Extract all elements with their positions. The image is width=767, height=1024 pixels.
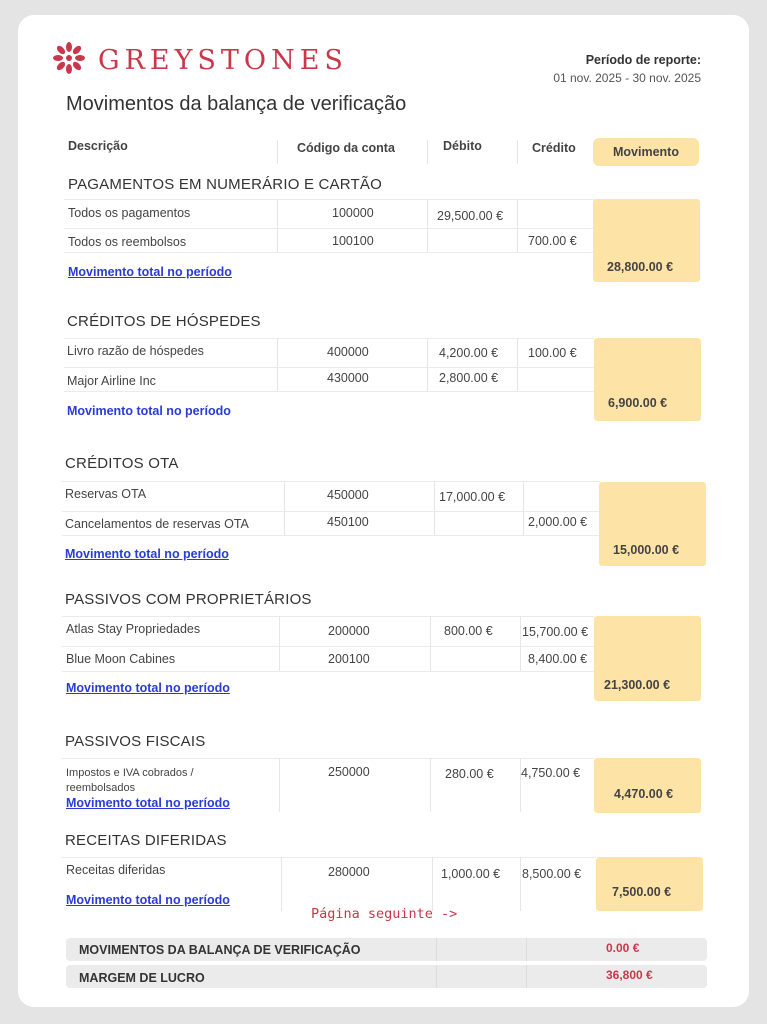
row-code: 400000 xyxy=(327,345,369,359)
row-code: 430000 xyxy=(327,371,369,385)
row-code: 450100 xyxy=(327,515,369,529)
brand-name: GREYSTONES xyxy=(98,45,348,76)
section-title: PASSIVOS COM PROPRIETÁRIOS xyxy=(65,591,312,608)
summary-label: MARGEM DE LUCRO xyxy=(79,971,205,985)
movement-total: 21,300.00 € xyxy=(604,678,671,692)
row-credit: 700.00 € xyxy=(528,234,577,248)
row-description: Todos os reembolsos xyxy=(68,235,187,249)
row-debit: 800.00 € xyxy=(444,624,493,638)
row-code: 100100 xyxy=(332,234,374,248)
row-code: 100000 xyxy=(332,206,374,220)
column-header-description: Descrição xyxy=(68,139,128,153)
row-credit: 8,400.00 € xyxy=(528,652,588,666)
row-debit: 29,500.00 € xyxy=(437,209,504,223)
movement-total: 7,500.00 € xyxy=(612,885,672,899)
row-credit: 2,000.00 € xyxy=(528,515,588,529)
flower-logo-icon xyxy=(52,41,86,75)
column-header-debit: Débito xyxy=(443,139,482,153)
section-title: PAGAMENTOS EM NUMERÁRIO E CARTÃO xyxy=(68,176,382,193)
movement-total: 15,000.00 € xyxy=(613,543,680,557)
summary-value: 0.00 € xyxy=(606,941,640,955)
row-description: Receitas diferidas xyxy=(66,863,166,877)
total-movement-link[interactable]: Movimento total no período xyxy=(68,265,232,279)
movement-box xyxy=(596,857,703,911)
row-debit: 4,200.00 € xyxy=(439,346,499,360)
period-value: 01 nov. 2025 - 30 nov. 2025 xyxy=(553,71,701,85)
movement-box xyxy=(594,758,701,813)
section-title: CRÉDITOS OTA xyxy=(65,455,179,472)
row-credit: 8,500.00 € xyxy=(522,867,582,881)
movement-total: 4,470.00 € xyxy=(614,787,674,801)
row-code: 200000 xyxy=(328,624,370,638)
row-credit: 4,750.00 € xyxy=(521,766,581,780)
total-movement-link[interactable]: Movimento total no período xyxy=(67,404,231,418)
row-description: Cancelamentos de reservas OTA xyxy=(65,517,249,531)
row-code: 250000 xyxy=(328,765,370,779)
row-description: Atlas Stay Propriedades xyxy=(66,622,201,636)
section-title: CRÉDITOS DE HÓSPEDES xyxy=(67,313,261,330)
row-description: Blue Moon Cabines xyxy=(66,652,176,666)
column-header-credit: Crédito xyxy=(532,141,576,155)
row-code: 200100 xyxy=(328,652,370,666)
section-title: PASSIVOS FISCAIS xyxy=(65,733,206,750)
summary-value: 36,800 € xyxy=(606,968,653,982)
next-page-link[interactable]: Página seguinte -> xyxy=(311,906,458,922)
column-header-account-code: Código da conta xyxy=(297,141,395,155)
row-description: Major Airline Inc xyxy=(67,374,156,388)
row-description: Reservas OTA xyxy=(65,487,147,501)
row-description: Impostos e IVA cobrados / reembolsados xyxy=(66,767,194,794)
row-code: 450000 xyxy=(327,488,369,502)
total-movement-link[interactable]: Movimento total no período xyxy=(66,681,230,695)
section-title: RECEITAS DIFERIDAS xyxy=(65,832,227,849)
row-debit: 1,000.00 € xyxy=(441,867,501,881)
total-movement-link[interactable]: Movimento total no período xyxy=(66,893,230,907)
row-description: Livro razão de hóspedes xyxy=(67,344,204,358)
report-card xyxy=(18,15,749,1007)
total-movement-link[interactable]: Movimento total no período xyxy=(66,796,230,810)
summary-label: MOVIMENTOS DA BALANÇA DE VERIFICAÇÃO xyxy=(79,943,361,957)
row-debit: 17,000.00 € xyxy=(439,490,506,504)
row-debit: 280.00 € xyxy=(445,767,494,781)
page-title: Movimentos da balança de verificação xyxy=(66,93,407,115)
row-description: Todos os pagamentos xyxy=(68,206,191,220)
movement-total: 28,800.00 € xyxy=(607,260,674,274)
row-debit: 2,800.00 € xyxy=(439,371,499,385)
column-header-movement: Movimento xyxy=(593,138,699,166)
row-code: 280000 xyxy=(328,865,370,879)
row-credit: 100.00 € xyxy=(528,346,577,360)
period-label: Período de reporte: xyxy=(585,53,701,67)
total-movement-link[interactable]: Movimento total no período xyxy=(65,547,229,561)
movement-total: 6,900.00 € xyxy=(608,396,668,410)
row-credit: 15,700.00 € xyxy=(522,625,589,639)
